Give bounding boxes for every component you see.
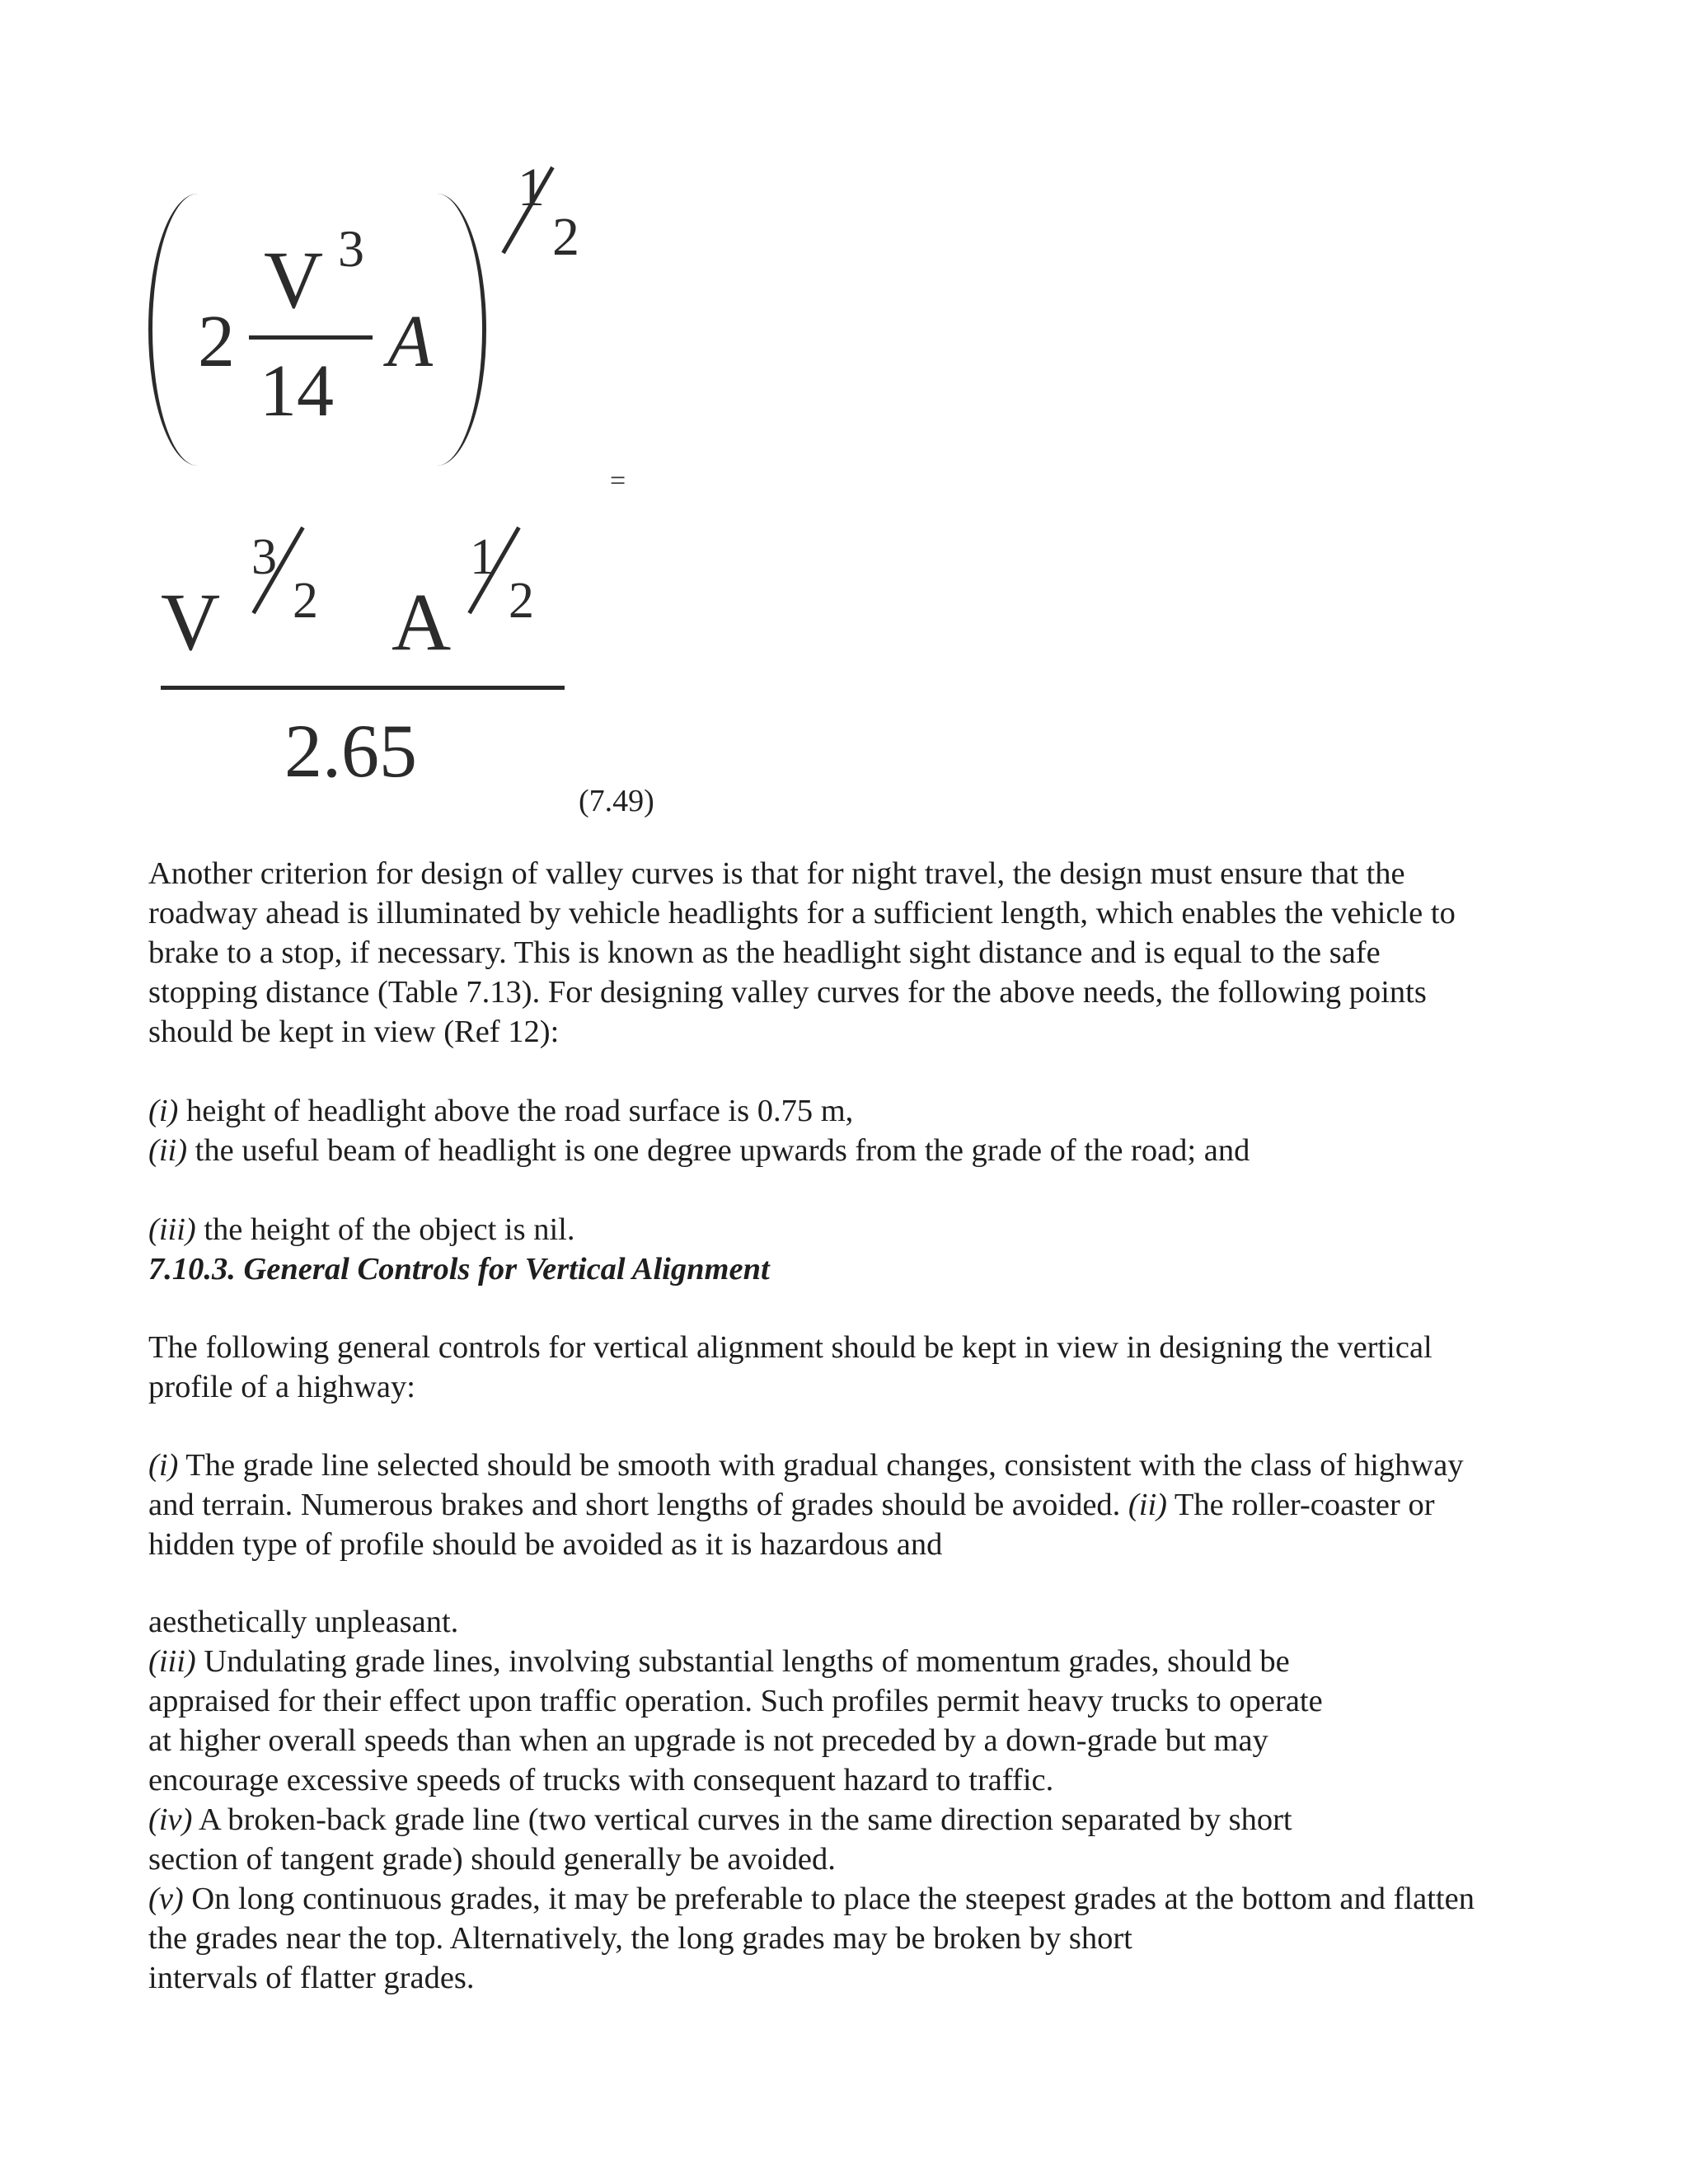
text-line: intervals of flatter grades. [148, 1961, 475, 1995]
equation-lhs-image [140, 157, 618, 490]
text-line: (iv) A broken-back grade line (two vertical curves in the same direction separated by short [148, 1802, 1292, 1837]
text-line: roadway ahead is illuminated by vehicle headlights for a sufficient length, which enables the vehicle to [148, 896, 1456, 930]
controls-continued [148, 1602, 1550, 1998]
text-line: aesthetically unpleasant. [148, 1605, 459, 1639]
text-line: stopping distance (Table 7.13). For designing valley curves for the above needs, the following points [148, 975, 1427, 1010]
text-line: hidden type of profile should be avoided as it is hazardous and [148, 1527, 943, 1562]
left-parenthesis [148, 194, 198, 466]
section-heading: 7.10.3. General Controls for Vertical Alignment [148, 1252, 770, 1286]
lhs-outer-exponent-numerator: 1 [518, 157, 545, 218]
lhs-numerator: V [264, 234, 324, 326]
list-item [148, 1131, 1550, 1170]
rhs-denominator: 2.65 [284, 709, 417, 793]
text-line: at higher overall speeds than when an upgrade is not preceded by a down-grade but may [148, 1723, 1268, 1758]
text-line: profile of a highway: [148, 1370, 415, 1404]
lhs-variable: A [387, 301, 433, 382]
equation-number: (7.49) [579, 784, 654, 818]
list-marker: (i) [148, 1448, 179, 1483]
list-item-text: height of headlight above the road surface is 0.75 m, [178, 1094, 854, 1128]
list-item [148, 1091, 1550, 1131]
list-marker: (ii) [1128, 1488, 1167, 1522]
equals-sign: = [610, 466, 626, 496]
rhs-a-exponent-numerator: 1 [470, 529, 495, 585]
list-item [148, 1210, 1550, 1249]
text-line: section of tangent grade) should generally be avoided. [148, 1842, 836, 1877]
text-line: the grades near the top. Alternatively, the long grades may be broken by short [148, 1921, 1132, 1956]
equation-rhs-image [152, 511, 581, 808]
text-line: (i) The grade line selected should be smooth with gradual changes, consistent with the class of highway [148, 1448, 1464, 1483]
list-marker: (ii) [148, 1133, 188, 1168]
rhs-fraction-bar [161, 686, 565, 690]
text-line: (iii) Undulating grade lines, involving substantial lengths of momentum grades, should be [148, 1644, 1290, 1679]
list-marker: (i) [148, 1094, 179, 1128]
lhs-numerator-exponent: 3 [338, 219, 364, 278]
text-line: brake to a stop, if necessary. This is known as the headlight sight distance and is equal to the safe [148, 935, 1381, 970]
list-item-text: the useful beam of headlight is one degree upwards from the grade of the road; and [187, 1133, 1250, 1168]
controls-first [148, 1446, 1550, 1564]
paragraph-general-controls [148, 1328, 1550, 1407]
list-marker: (iii) [148, 1212, 196, 1247]
lhs-fraction-bar [249, 335, 373, 340]
list-marker: (iv) [148, 1802, 193, 1837]
text-line: should be kept in view (Ref 12): [148, 1015, 560, 1049]
rhs-a-exponent-denominator: 2 [509, 573, 534, 629]
rhs-a: A [392, 576, 452, 668]
lhs-denominator: 14 [260, 350, 334, 432]
rhs-v-exponent-numerator: 3 [251, 529, 277, 585]
right-parenthesis [437, 194, 486, 466]
text-line: The following general controls for vertical alignment should be kept in view in designing the vertical [148, 1330, 1432, 1365]
list-item-text: the height of the object is nil. [195, 1212, 575, 1247]
text-line: and terrain. Numerous brakes and short lengths of grades should be avoided. (ii) The roller-coaster or [148, 1488, 1435, 1522]
paragraph-valley-curves [148, 854, 1550, 1052]
rhs-v: V [161, 576, 221, 668]
object-height-and-heading [148, 1210, 1550, 1289]
list-marker: (v) [148, 1882, 184, 1916]
headlight-points [148, 1091, 1550, 1170]
lhs-coefficient: 2 [198, 301, 235, 382]
text-line: Another criterion for design of valley curves is that for night travel, the design must ensure that the [148, 856, 1405, 891]
text-line: encourage excessive speeds of trucks with consequent hazard to traffic. [148, 1763, 1054, 1797]
text-line: appraised for their effect upon traffic operation. Such profiles permit heavy trucks to operate [148, 1684, 1323, 1718]
text-line: (v) On long continuous grades, it may be preferable to place the steepest grades at the bottom and flatten [148, 1882, 1475, 1916]
list-marker: (iii) [148, 1644, 196, 1679]
rhs-v-exponent-denominator: 2 [293, 573, 318, 629]
lhs-outer-exponent-denominator: 2 [552, 207, 579, 267]
